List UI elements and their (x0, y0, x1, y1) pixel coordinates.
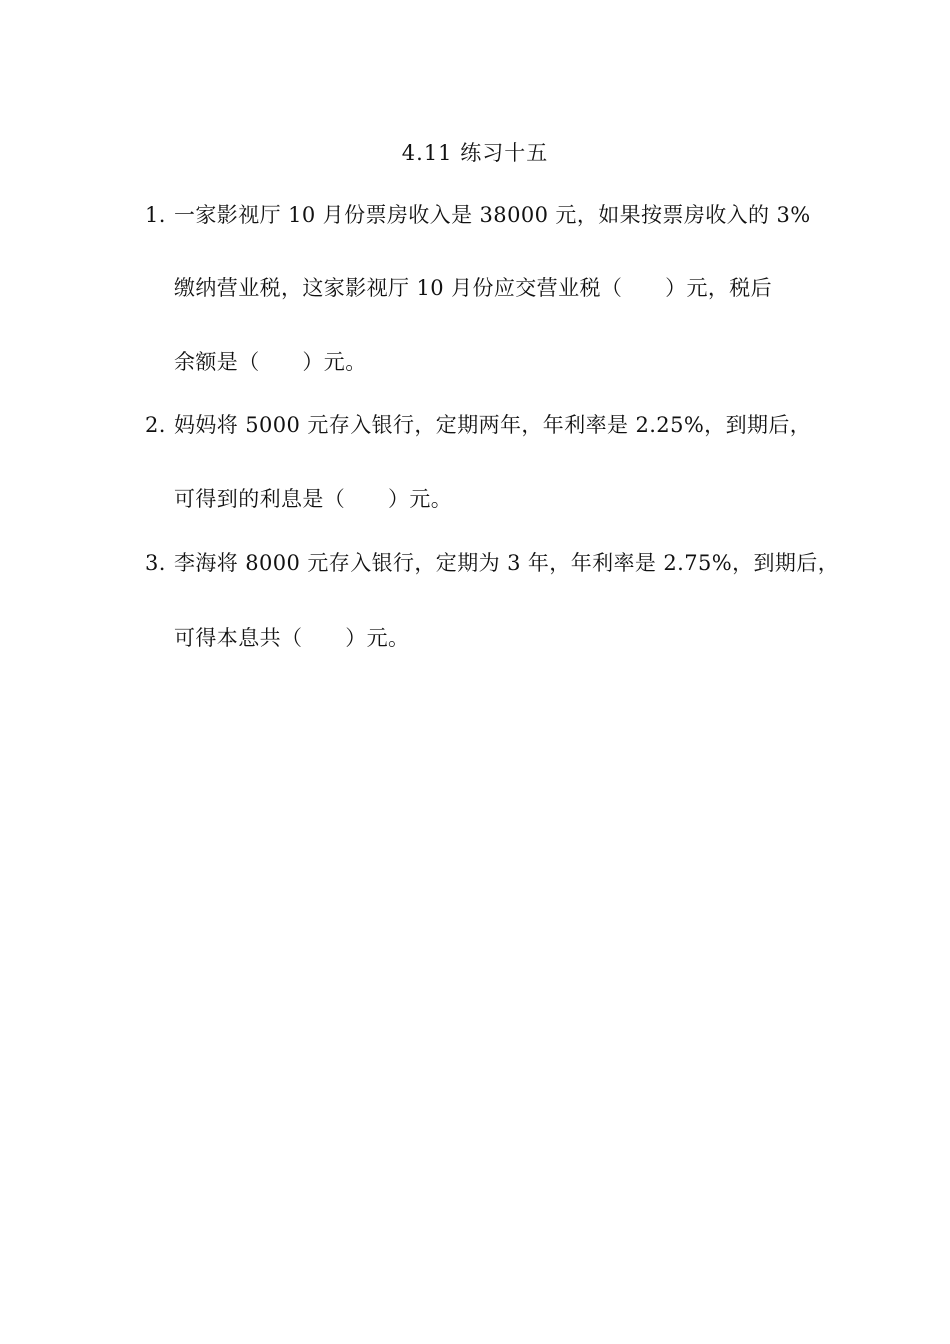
question-text-line: 妈妈将 5000 元存入银行，定期两年，年利率是 2.25%，到期后， (174, 413, 812, 437)
question-number: 1. (145, 203, 166, 227)
question-text-line: 李海将 8000 元存入银行，定期为 3 年，年利率是 2.75%，到期后， (174, 551, 840, 575)
question-text-line: 余额是（ ）元。 (174, 350, 367, 374)
question-number: 2. (145, 413, 166, 437)
question-text-line: 可得到的利息是（ ）元。 (174, 487, 453, 511)
question-text-line: 一家影视厅 10 月份票房收入是 38000 元，如果按票房收入的 3% (174, 203, 811, 227)
page-title: 4.11 练习十五 (401, 141, 549, 165)
question-number: 3. (145, 551, 166, 575)
question-text-line: 可得本息共（ ）元。 (174, 626, 410, 650)
question-text-line: 缴纳营业税，这家影视厅 10 月份应交营业税（ ）元，税后 (174, 276, 773, 300)
